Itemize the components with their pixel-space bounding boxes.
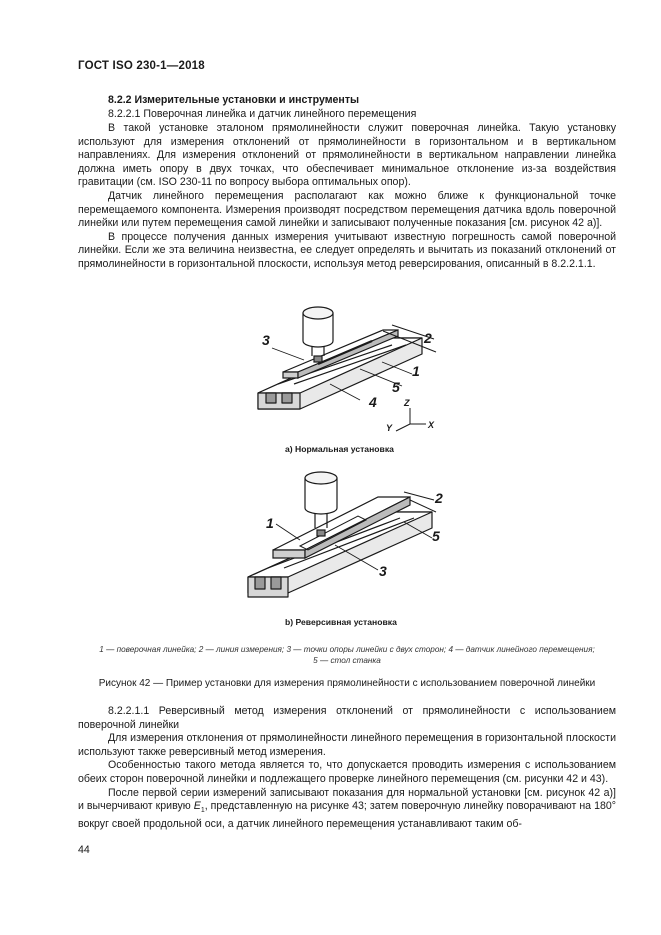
callout-a-5: 5 (392, 379, 400, 395)
subsection-heading: 8.2.2.1 Поверочная линейка и датчик линейного перемещения (108, 108, 417, 120)
legend-num: 1 (99, 645, 104, 654)
caption-b: b) Реверсивная установка (285, 617, 397, 627)
document-header: ГОСТ ISO 230-1—2018 (78, 60, 205, 72)
axes-triad (396, 408, 426, 431)
axis-label-x: X (428, 420, 435, 430)
text-run: , представленную на рисунке 43; затем поверочную линейку поворачивают на 180° вокруг своей продольной оси, а датчик линейного перемещения устанавливают таким об- (78, 800, 616, 830)
callout-a-4: 4 (369, 394, 377, 410)
figure-title: Рисунок 42 — Пример установки для измерения прямолинейности с использованием поверочной линейки (98, 678, 596, 689)
legend-text: поверочная линейка; (116, 645, 197, 654)
figure-legend: 1 — поверочная линейка; 2 — линия измерения; 3 — точки опоры линейки с двух сторон; 4 — датчик линейного перемещения; 5 — стол станка (99, 645, 595, 665)
callout-a-3: 3 (262, 332, 270, 348)
axis-label-y: Y (386, 423, 393, 433)
paragraph: В такой установке эталоном прямолинейности служит поверочная линейка. Такую установку используют для измерения отклонений от прямолинейности в горизонтальном и в вертикальном направлениях. Для измерения отклонений от прямолинейности в вертикальном направлении линейка должна иметь опору в двух точках, что обеспечивает минимальное отклонение из-за воздействия гравитации (см. ISO 230-11 по вопросу выбора оптимальных опор). (78, 122, 616, 189)
legend-num: 5 (313, 656, 318, 665)
variable: E (193, 800, 201, 813)
paragraph: В процессе получения данных измерения учитывают известную погрешность самой поверочной линейки. Если же эта величина неизвестна, ее следует определять и вычитать из показаний отклонений от прямолинейности в горизонтальной плоскости, используя метод реверсирования, описанный в 8.2.2.1.1. (78, 230, 616, 270)
method-text (78, 705, 616, 831)
section-heading: 8.2.2 Измерительные установки и инструменты (108, 94, 360, 106)
callout-b-3: 3 (379, 563, 387, 579)
legend-num: 3 (286, 645, 292, 654)
axis-label-z: Z (404, 398, 410, 408)
callout-b-1: 1 (266, 515, 274, 531)
legend-text: точки опоры линейки с двух сторон; (303, 645, 447, 654)
callout-a-2: 2 (424, 330, 432, 346)
paragraph: Для измерения отклонения от прямолинейности линейного перемещения в горизонтальной плоскости используют также реверсивный метод измерения. (78, 732, 616, 758)
callout-b-5: 5 (432, 528, 440, 544)
paragraph: Датчик линейного перемещения располагают как можно ближе к функциональной точке перемещаемого компонента. Измерения производят посредством перемещения датчика вдоль поверочной линейки или путем перемещения самой линейки и записывают полученные показания [см. рисунок 42 а)]. (78, 189, 616, 230)
callout-a-1: 1 (412, 363, 420, 379)
legend-num: 4 (448, 645, 454, 654)
page-number: 44 (78, 844, 90, 856)
subscript: 1 (200, 807, 205, 815)
caption-a: а) Нормальная установка (285, 444, 394, 454)
text-run: После первой серии измерений записывают показания для нормальной установки [см. рисунок 42 а)] и вычерчивают кривую (78, 786, 616, 813)
legend-text: стол станка (330, 656, 381, 665)
legend-num: 2 (198, 645, 204, 654)
legend-text: линия измерения; (216, 645, 285, 654)
subsection-heading-2: 8.2.2.1.1 Реверсивный метод измерения отклонений от прямолинейности с использованием поверочной линейки (78, 705, 616, 731)
callout-b-2: 2 (435, 490, 443, 506)
paragraph: Особенностью такого метода является то, что допускается проводить измерения с использованием обеих сторон поверочной линейки и подлежащего проверке линейного перемещения (см. рисунки 42 и 43). (78, 759, 616, 785)
paragraph (78, 787, 616, 832)
legend-text: датчик линейного перемещения; (465, 645, 595, 654)
